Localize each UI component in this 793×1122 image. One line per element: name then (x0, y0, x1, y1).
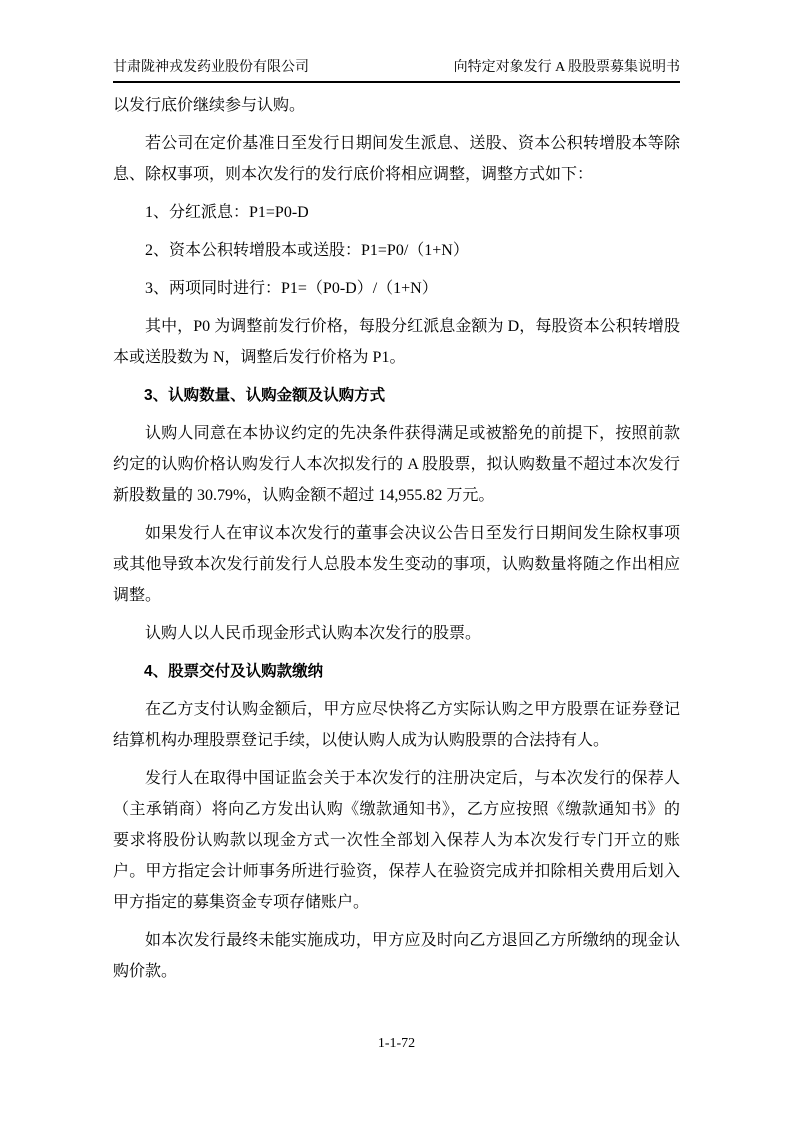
paragraph: 若公司在定价基准日至发行日期间发生派息、送股、资本公积转增股本等除息、除权事项，则本次发行的发行底价将相应调整，调整方式如下： (113, 135, 680, 183)
paragraph: 如本次发行最终未能实施成功，甲方应及时向乙方退回乙方所缴纳的现金认购价款。 (113, 932, 680, 980)
paragraph: 在乙方支付认购金额后，甲方应尽快将乙方实际认购之甲方股票在证券登记结算机构办理股票登记手续，以使认购人成为认购股票的合法持有人。 (113, 701, 680, 749)
paragraph: 如果发行人在审议本次发行的董事会决议公告日至发行日期间发生除权事项或其他导致本次发行前发行人总股本发生变动的事项，认购数量将随之作出相应调整。 (113, 525, 680, 604)
header-doc-title: 向特定对象发行 A 股股票募集说明书 (453, 60, 680, 75)
paragraph: 以发行底价继续参与认购。 (113, 97, 306, 114)
document-body (113, 90, 680, 994)
header-company-name: 甘肃陇神戎发药业股份有限公司 (113, 60, 309, 75)
paragraph: 认购人同意在本协议约定的先决条件获得满足或被豁免的前提下，按照前款约定的认购价格认购发行人本次拟发行的 A 股股票，拟认购数量不超过本次发行新股数量的 30.79%，认购金额不超过 14,955.82 万元。 (113, 425, 680, 504)
section-heading: 4、股票交付及认购款缴纳 (144, 663, 324, 680)
paragraph: 3、两项同时进行：P1=（P0-D）/（1+N） (145, 280, 438, 297)
section-heading: 3、认购数量、认购金额及认购方式 (144, 387, 386, 404)
page-header (113, 56, 680, 83)
paragraph: 2、资本公积转增股本或送股：P1=P0/（1+N） (145, 242, 469, 259)
paragraph: 认购人以人民币现金形式认购本次发行的股票。 (145, 625, 482, 642)
page-number: 1-1-72 (377, 1036, 416, 1051)
paragraph: 发行人在取得中国证监会关于本次发行的注册决定后，与本次发行的保荐人（主承销商）将向乙方发出认购《缴款通知书》，乙方应按照《缴款通知书》的要求将股份认购款以现金方式一次性全部划入保荐人为本次发行专门开立的账户。甲方指定会计师事务所进行验资，保荐人在验资完成并扣除相关费用后划入甲方指定的募集资金专项存储账户。 (113, 770, 680, 911)
paragraph: 其中，P0 为调整前发行价格，每股分红派息金额为 D，每股资本公积转增股本或送股数为 N，调整后发行价格为 P1。 (113, 318, 680, 366)
paragraph: 1、分红派息：P1=P0-D (145, 204, 309, 221)
